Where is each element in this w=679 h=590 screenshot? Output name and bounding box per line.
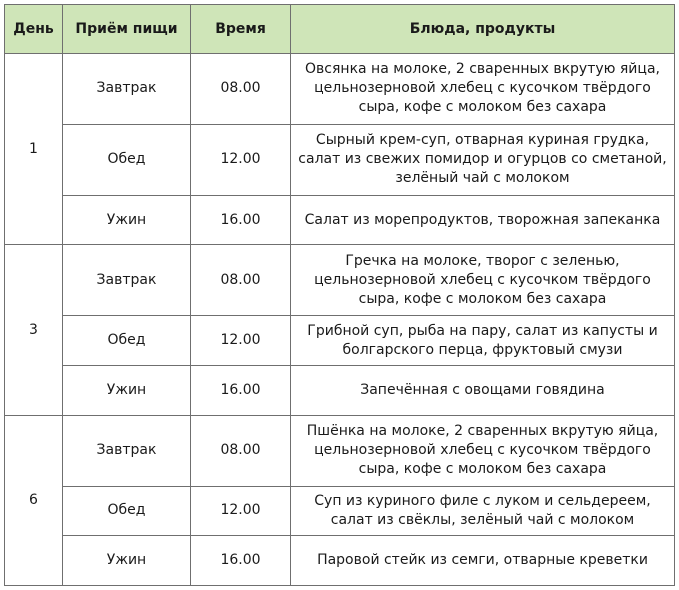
table-row bbox=[5, 415, 675, 486]
dish-cell: Салат из морепродуктов, творожная запеканка bbox=[291, 195, 675, 245]
meal-cell: Ужин bbox=[63, 365, 191, 415]
table-row bbox=[5, 54, 675, 125]
dish-cell: Запечённая с овощами говядина bbox=[291, 365, 675, 415]
dish-cell: Сырный крем-суп, отварная куриная грудка, салат из свежих помидор и огурцов со сметаной, зелёный чай с молоком bbox=[291, 124, 675, 195]
header-dishes: Блюда, продукты bbox=[291, 5, 675, 54]
table-row bbox=[5, 365, 675, 415]
time-cell: 12.00 bbox=[191, 124, 291, 195]
table-row bbox=[5, 195, 675, 245]
time-cell: 08.00 bbox=[191, 245, 291, 316]
meal-cell: Обед bbox=[63, 316, 191, 366]
time-cell: 16.00 bbox=[191, 365, 291, 415]
time-cell: 08.00 bbox=[191, 415, 291, 486]
time-cell: 16.00 bbox=[191, 195, 291, 245]
day-cell: 1 bbox=[5, 54, 63, 245]
dish-cell: Гречка на молоке, творог с зеленью, цельнозерновой хлебец с кусочком твёрдого сыра, кофе с молоком без сахара bbox=[291, 245, 675, 316]
meal-cell: Завтрак bbox=[63, 415, 191, 486]
meal-cell: Ужин bbox=[63, 195, 191, 245]
table-row bbox=[5, 316, 675, 366]
meal-cell: Обед bbox=[63, 124, 191, 195]
table-header bbox=[5, 5, 675, 54]
time-cell: 16.00 bbox=[191, 536, 291, 586]
table-row bbox=[5, 245, 675, 316]
day-cell: 6 bbox=[5, 415, 63, 585]
dish-cell: Паровой стейк из семги, отварные креветки bbox=[291, 536, 675, 586]
header-row bbox=[5, 5, 675, 54]
time-cell: 12.00 bbox=[191, 486, 291, 536]
header-time: Время bbox=[191, 5, 291, 54]
meal-cell: Завтрак bbox=[63, 245, 191, 316]
meal-cell: Ужин bbox=[63, 536, 191, 586]
meal-cell: Завтрак bbox=[63, 54, 191, 125]
meal-plan-table bbox=[4, 4, 675, 586]
header-day: День bbox=[5, 5, 63, 54]
dish-cell: Суп из куриного филе с луком и сельдереем, салат из свёклы, зелёный чай с молоком bbox=[291, 486, 675, 536]
dish-cell: Овсянка на молоке, 2 сваренных вкрутую яйца, цельнозерновой хлебец с кусочком твёрдого сыра, кофе с молоком без сахара bbox=[291, 54, 675, 125]
table-row bbox=[5, 124, 675, 195]
time-cell: 08.00 bbox=[191, 54, 291, 125]
header-meal: Приём пищи bbox=[63, 5, 191, 54]
day-cell: 3 bbox=[5, 245, 63, 415]
meal-cell: Обед bbox=[63, 486, 191, 536]
time-cell: 12.00 bbox=[191, 316, 291, 366]
table-row bbox=[5, 536, 675, 586]
table-body bbox=[5, 54, 675, 586]
table-row bbox=[5, 486, 675, 536]
dish-cell: Грибной суп, рыба на пару, салат из капусты и болгарского перца, фруктовый смузи bbox=[291, 316, 675, 366]
dish-cell: Пшёнка на молоке, 2 сваренных вкрутую яйца, цельнозерновой хлебец с кусочком твёрдого сыра, кофе с молоком без сахара bbox=[291, 415, 675, 486]
